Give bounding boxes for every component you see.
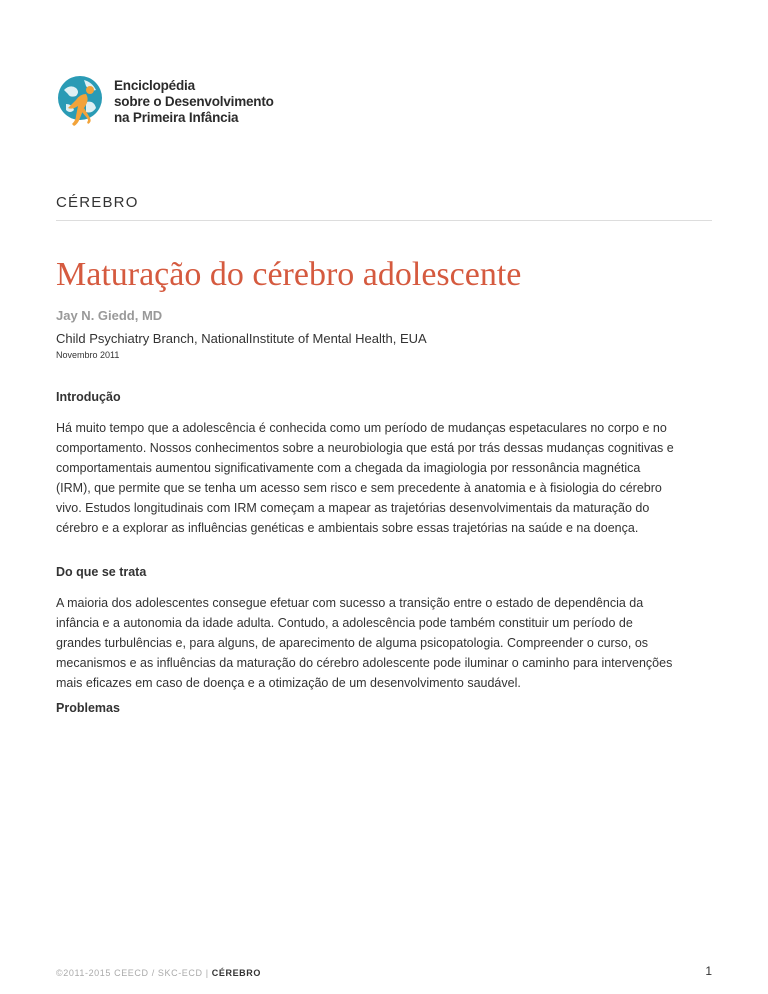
encyclopedia-logo xyxy=(56,72,276,136)
publication-date: Novembro 2011 xyxy=(56,350,120,360)
body-line: infância e a autonomia da idade adulta. Contudo, a adolescência pode também constituir um período de xyxy=(56,616,633,630)
body-line: (IRM), que permite que se tenha um acesso sem risco e sem precedente à anatomia e à fisiologia do cérebro xyxy=(56,481,662,495)
logo-line-1: Enciclopédia xyxy=(114,78,195,93)
section-divider xyxy=(56,220,712,221)
body-line: grandes turbulências e, para alguns, de aparecimento de alguma psicopatologia. Compreender o curso, os xyxy=(56,636,649,650)
body-line: cérebro e a explorar as influências genéticas e ambientais sobre essas trajetórias na saúde e na doença. xyxy=(56,521,639,535)
article-author: Jay N. Giedd, MD xyxy=(56,308,163,323)
page-number: 1 xyxy=(705,964,712,978)
body-line: mecanismos e as influências da maturação do cérebro adolescente pode iluminar o caminho para intervenções xyxy=(56,656,673,670)
logo-line-2: sobre o Desenvolvimento xyxy=(114,94,274,109)
logo-line-3: na Primeira Infância xyxy=(114,110,239,125)
body-line: comportamentais aumentou significativamente com a chegada da imagiologia por ressonância magnética xyxy=(56,461,641,475)
article-title: Maturação do cérebro adolescente xyxy=(56,256,522,293)
section-heading-problemas: Problemas xyxy=(56,701,120,715)
body-line: A maioria dos adolescentes consegue efetuar com sucesso a transição entre o estado de dependência da xyxy=(56,596,644,610)
section-heading-do-que-se-trata: Do que se trata xyxy=(56,565,147,579)
page-footer xyxy=(56,968,261,978)
logo-wordmark xyxy=(114,78,274,126)
footer-section: CÉREBRO xyxy=(211,968,261,978)
body-line: Há muito tempo que a adolescência é conhecida como um período de mudanças espetaculares no corpo e no xyxy=(56,421,667,435)
section-body-do-que-se-trata xyxy=(56,593,720,693)
author-affiliation: Child Psychiatry Branch, NationalInstitute of Mental Health, EUA xyxy=(56,331,427,346)
body-line: comportamento. Nossos conhecimentos sobre a neurobiologia que está por trás dessas mudanças cognitivas e xyxy=(56,441,674,455)
footer-copyright: ©2011-2015 CEECD / SKC-ECD | xyxy=(56,968,212,978)
body-line: vivo. Estudos longitudinais com IRM começam a mapear as trajetórias desenvolvimentais da maturação do xyxy=(56,501,650,515)
section-heading-introducao: Introdução xyxy=(56,390,121,404)
body-line: mais eficazes em caso de doença e a otimização de um desenvolvimento saudável. xyxy=(56,676,521,690)
globe-child-logo-icon xyxy=(56,72,106,132)
section-body-introducao xyxy=(56,418,720,538)
section-label: CÉREBRO xyxy=(56,194,139,211)
